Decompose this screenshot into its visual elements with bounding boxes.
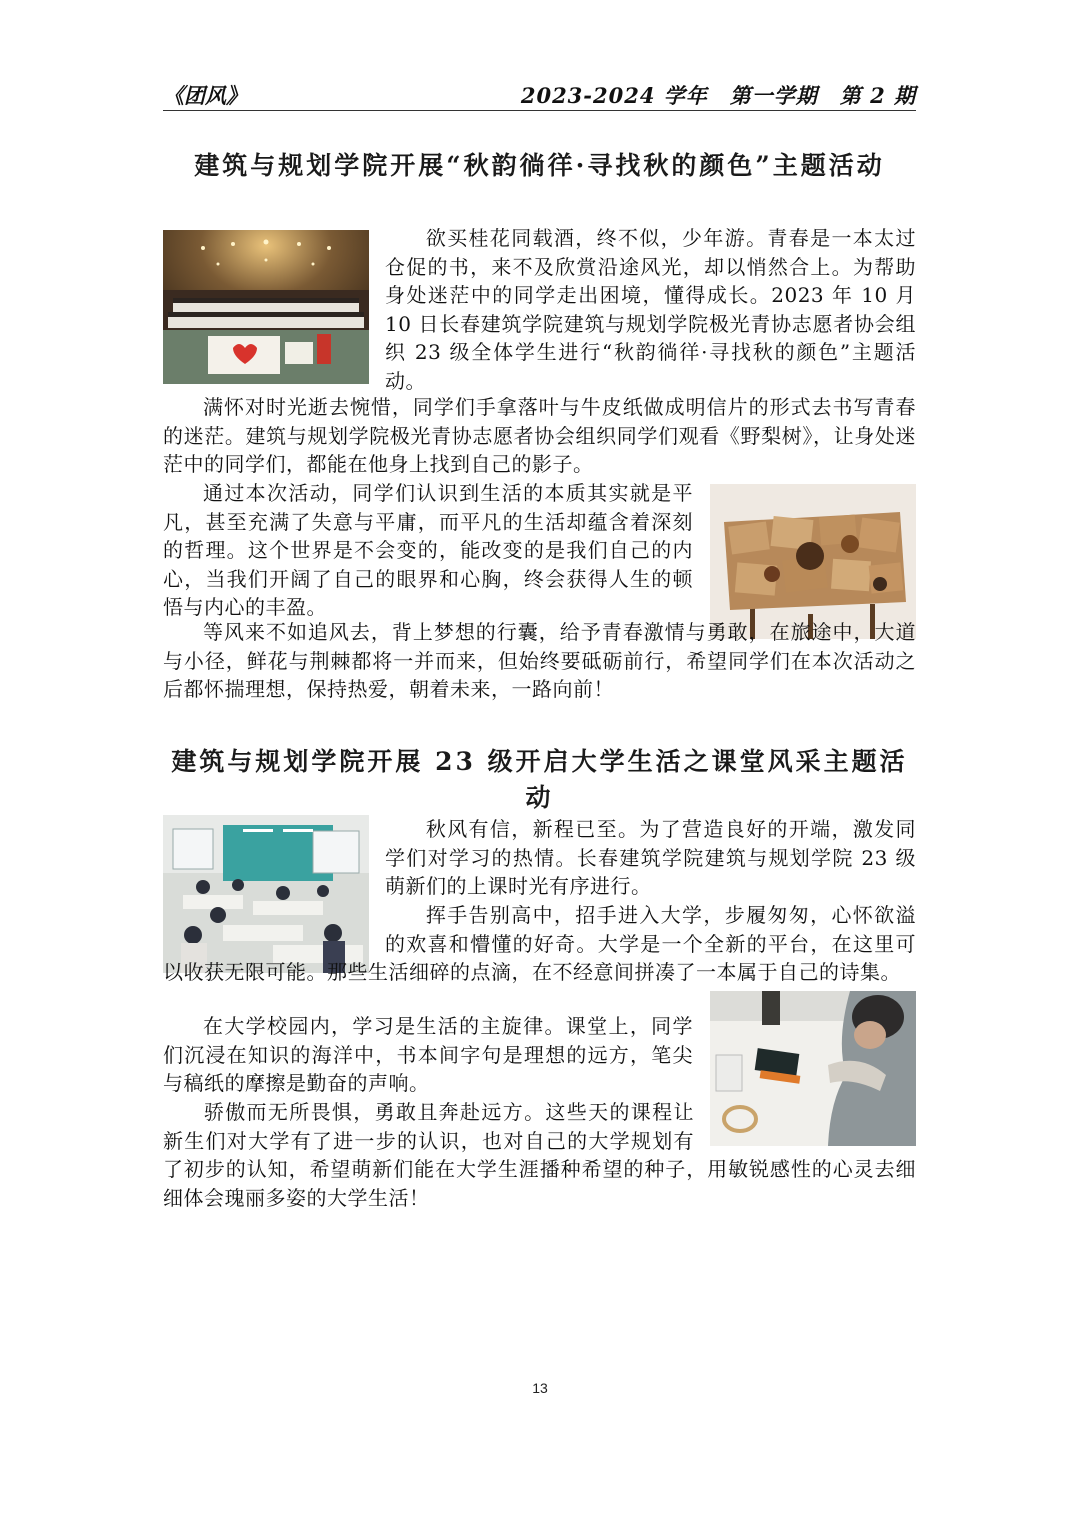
leaf-postcards-photo [710,484,916,639]
article2-para1 [385,815,916,901]
journal-name: 《团风》 [163,83,247,108]
issue-number: 第 2 期 [839,83,916,108]
article1-para1-text: 欲买桂花同载酒，终不似，少年游。青春是一本太过仓促的书，来不及欣赏沿途风光，却以悄然合上。为帮助身处迷茫中的同学走出困境，懂得成长。2023 年 10 月 10 日长春建筑学院建筑与规划学院极光青协志愿者协会组织 23 级全体学生进行“秋韵徜徉·寻找秋的颜色”主题活动。 [385,226,916,393]
article1-para2: 满怀对时光逝去惋惜，同学们手拿落叶与牛皮纸做成明信片的形式去书写青春的迷茫。建筑与规划学院极光青协志愿者协会组织同学们观看《野梨树》，让身处迷茫中的同学们，都能在他身上找到自己的影子。 [163,395,916,477]
article2-para2-text: 挥手告别高中，招手进入大学，步履匆匆，心怀欲溢的欢喜和懵懂的好奇。大学是一个全新的平台，在这里可以收获无限可能。那些生活细碎的点滴，在不经意间拼凑了一本属于自己的诗集。 [163,903,916,985]
article1-title: 建筑与规划学院开展“秋韵徜徉·寻找秋的颜色”主题活动 [194,151,885,180]
article2-title: 建筑与规划学院开展 23 级开启大学生活之课堂风采主题活动 [171,747,908,812]
article1-para3: 通过本次活动，同学们认识到生活的本质其实就是平凡，甚至充满了失意与平庸，而平凡的生活却蕴含着深刻的哲理。这个世界是不会变的，能改变的是我们自己的内心，当我们开阔了自己的眼界和心胸，终会获得人生的顿悟与内心的丰盈。 [163,481,693,620]
article2-para4 [163,1098,916,1212]
article1-para1 [385,224,916,396]
issue-info [499,80,916,110]
article2-para3: 在大学校园内，学习是生活的主旋律。课堂上，同学们沉浸在知识的海洋中，书本间字句是理想的远方，笔尖与稿纸的摩擦是勤奋的声响。 [163,1014,693,1096]
group-photo-auditorium [163,230,369,384]
page-header [163,80,916,111]
article2-para1-text: 秋风有信，新程已至。为了营造良好的开端，激发同学们对学习的热情。长春建筑学院建筑与规划学院 23 级萌新们的上课时光有序进行。 [385,817,916,899]
page-number: 13 [532,1380,548,1396]
academic-year: 2023-2024 学年 [520,83,708,108]
article2-para4-text: 骄傲而无所畏惧，勇敢且奔赴远方。这些天的课程让新生们对大学有了进一步的认识，也对自己的大学规划有了初步的认知，希望萌新们能在大学生涯播种希望的种子，用敏锐感性的心灵去细细体会瑰丽多姿的大学生活！ [163,1100,916,1210]
article1-para4: 等风来不如追风去，背上梦想的行囊，给予青春激情与勇敢，在旅途中，大道与小径，鲜花与荆棘都将一并而来，但始终要砥砺前行，希望同学们在本次活动之后都怀揣理想，保持热爱，朝着未来，一路向前！ [163,620,916,702]
article2-para2 [163,901,916,987]
term: 第一学期 [729,83,818,108]
